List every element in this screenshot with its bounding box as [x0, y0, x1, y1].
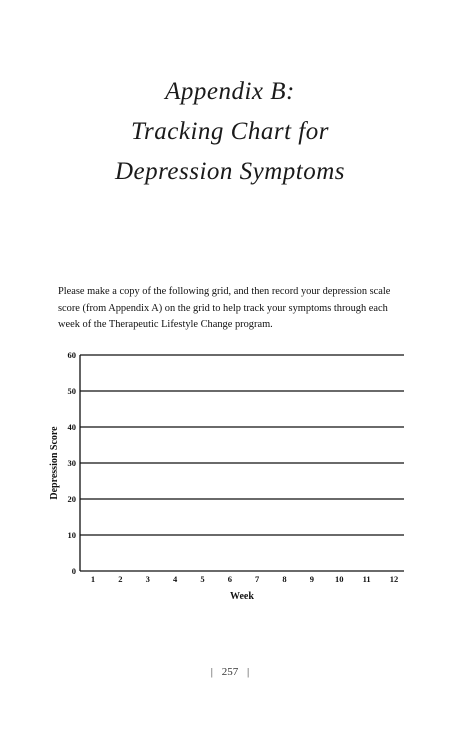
x-tick-label-2: 2	[118, 574, 123, 584]
x-tick-label-10: 10	[335, 574, 344, 584]
x-tick-label-7: 7	[255, 574, 260, 584]
y-tick-label-10: 10	[67, 530, 76, 540]
x-tick-label-3: 3	[145, 574, 150, 584]
title-line-1: Appendix B:	[165, 78, 295, 105]
chart-svg	[0, 340, 460, 610]
tracking-chart	[0, 340, 460, 610]
x-tick-label-5: 5	[200, 574, 205, 584]
y-tick-label-50: 50	[67, 386, 76, 396]
page-footer	[0, 666, 460, 678]
folio-bar-left: |	[210, 666, 213, 678]
title-line-3: Depression Symptoms	[114, 158, 346, 185]
x-axis-label: Week	[230, 591, 254, 602]
page-title	[0, 72, 460, 192]
y-tick-label-20: 20	[67, 494, 76, 504]
x-tick-label-4: 4	[172, 574, 178, 584]
x-tick-label-9: 9	[309, 574, 315, 584]
y-tick-label-40: 40	[67, 422, 76, 432]
x-tick-label-12: 12	[389, 574, 399, 584]
folio-bar-right: |	[247, 666, 250, 678]
title-line-2: Tracking Chart for	[131, 118, 329, 145]
y-tick-label-0: 0	[71, 566, 76, 576]
x-tick-label-8: 8	[282, 574, 287, 584]
intro-paragraph: Please make a copy of the following grid, and then record your depression scale score (from Appendix A) on the grid to help track your symptoms through each week of the Therapeutic Lifestyle Change program.	[58, 286, 391, 331]
page-number: 257	[221, 666, 239, 678]
y-tick-label-30: 30	[67, 458, 76, 468]
x-tick-label-1: 1	[90, 574, 96, 584]
x-tick-label-6: 6	[227, 574, 232, 584]
y-tick-label-60: 60	[67, 350, 76, 360]
y-axis-label: Depression Score	[49, 426, 60, 500]
x-tick-label-11: 11	[362, 574, 371, 584]
